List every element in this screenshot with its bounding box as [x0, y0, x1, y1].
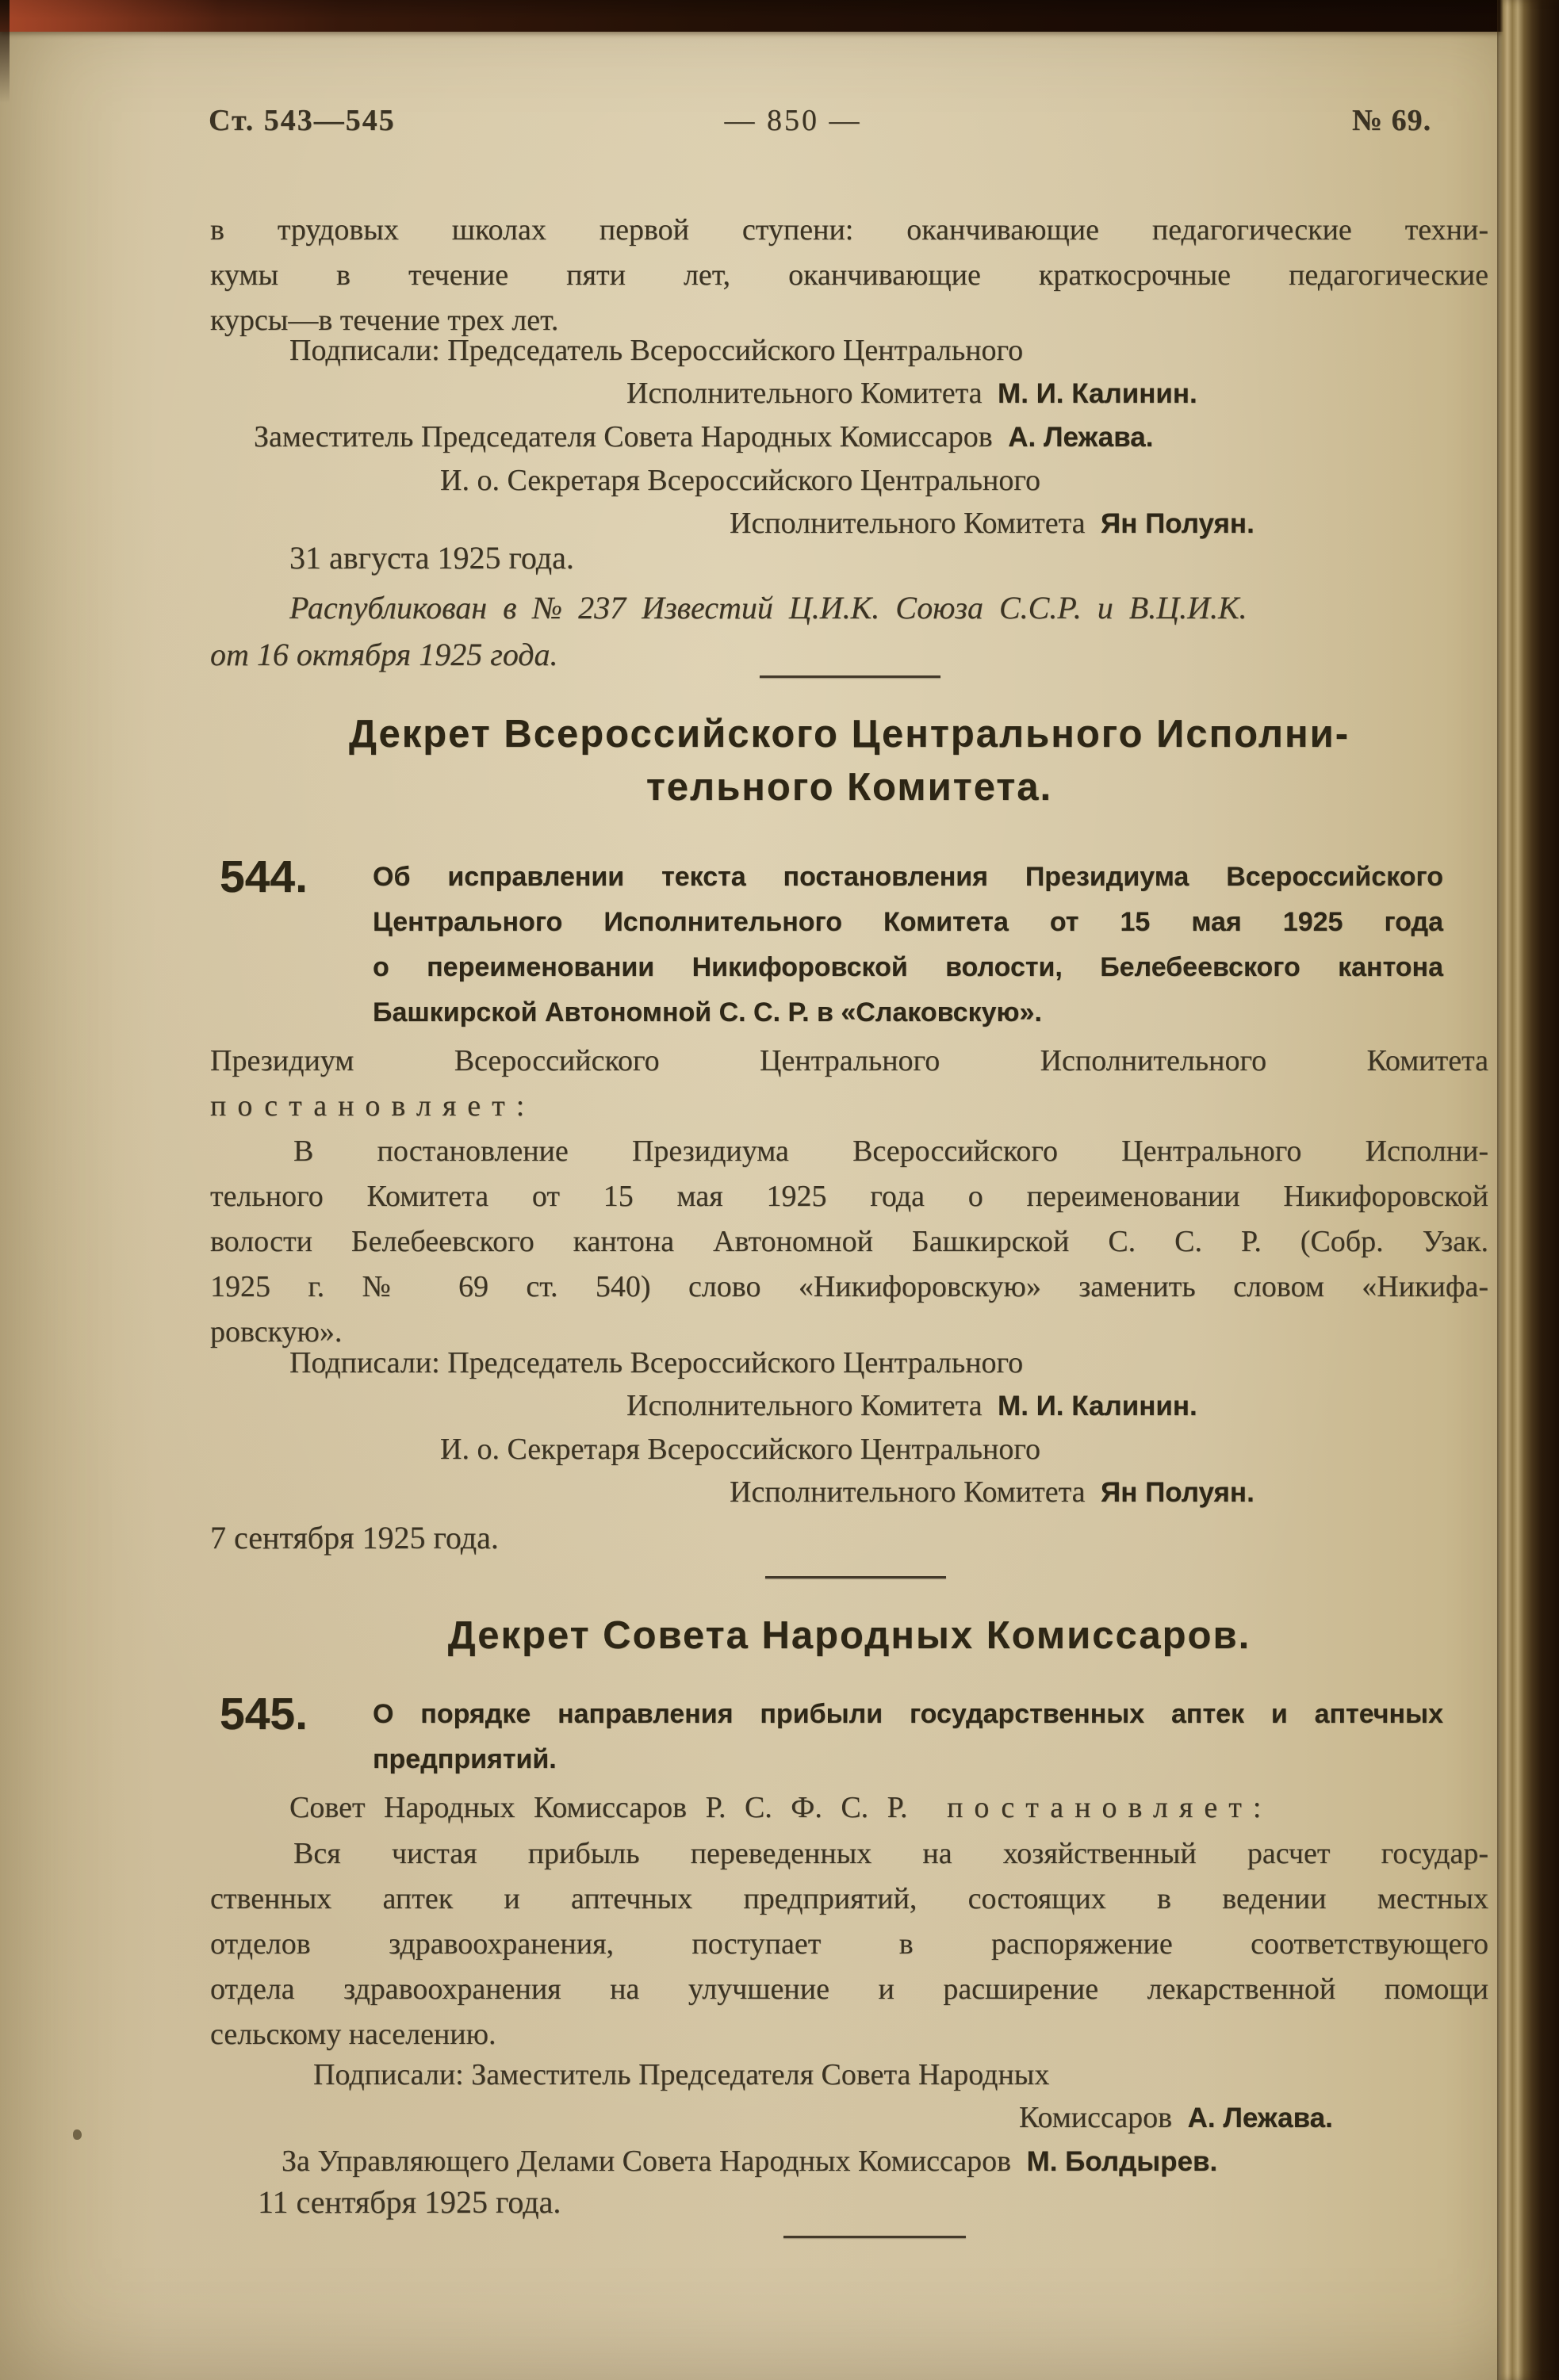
article-number: 544.: [220, 851, 308, 902]
signature-label: И. о. Секретаря Всероссийского Центрального: [440, 1433, 1040, 1466]
subject-line: Башкирской Автономной С. С. Р. в «Слаковскую».: [373, 997, 1042, 1027]
book-binding-right-edge: [1497, 0, 1559, 2380]
article-544-heading: [210, 851, 1488, 1035]
body-text-line: В постановление Президиума Всероссийского Центрального Исполни-: [293, 1135, 1488, 1168]
section-divider-rule: [765, 1576, 946, 1578]
publication-note-line: от 16 октября 1925 года.: [210, 637, 558, 672]
signature-label: Подписали: Заместитель Председателя Совета Народных: [313, 2058, 1050, 2091]
signature-label: Исполнительного Комитета: [730, 1475, 1086, 1509]
subject-line: предприятий.: [373, 1744, 557, 1774]
running-head: [0, 103, 1559, 143]
date-text: 11 сентября 1925 года.: [258, 2184, 561, 2220]
body-text-line: ственных аптек и аптечных предприятий, состоящих в ведении местных: [210, 1882, 1488, 1915]
body-text-line: 1925 г. № 69 ст. 540) слово «Никифоровскую» заменить словом «Никифа-: [210, 1270, 1488, 1303]
signatory-name: М. Болдырев.: [1026, 2146, 1218, 2177]
section-divider-rule: [783, 2236, 966, 2238]
article-544-preamble: [210, 1039, 1488, 1129]
body-text-line: отдела здравоохранения на улучшение и расширение лекарственной помощи: [210, 1972, 1488, 2006]
signature-line: [289, 329, 1488, 372]
signatory-name: А. Лежава.: [1008, 422, 1154, 453]
article-number: 545.: [220, 1689, 308, 1739]
signatory-name: М. И. Калинин.: [998, 1391, 1197, 1421]
section-divider-rule: [760, 675, 940, 678]
decree-title-line: тельного Комитета.: [645, 766, 1053, 809]
article-545-signatures: [210, 2053, 1488, 2183]
signature-label: Подписали: Председатель Всероссийского Центрального: [289, 1346, 1024, 1379]
preamble-line: Президиум Всероссийского Центрального Исполнительного Комитета: [210, 1044, 1488, 1077]
body-text-line: курсы—в течение трех лет.: [210, 304, 559, 337]
article-subject: [373, 855, 1443, 1035]
signatory-name: Ян Полуян.: [1101, 508, 1254, 539]
body-text-line: сельскому населению.: [210, 2018, 496, 2051]
running-head-articles-range: Ст. 543—545: [209, 104, 396, 137]
article-544-body: [210, 1129, 1488, 1355]
date-text: 7 сентября 1925 года.: [210, 1520, 499, 1555]
article-543-signatures: [210, 329, 1488, 545]
publication-note-line: Распубликован в № 237 Известий Ц.И.К. Союза С.С.Р. и В.Ц.И.К.: [289, 590, 1247, 626]
signature-line: [626, 1384, 1488, 1428]
running-head-page-number: — 850 —: [724, 104, 862, 137]
signature-line: [440, 459, 1488, 502]
body-text-line: кумы в течение пяти лет, оканчивающие краткосрочные педагогические: [210, 258, 1488, 292]
decree-vtsik-title: [210, 708, 1488, 814]
article-543-body: [210, 208, 1488, 343]
decree-title-line: Декрет Всероссийского Центрального Исполни-: [348, 713, 1350, 756]
book-binding-top-edge: [0, 0, 1559, 32]
decree-title-line: Декрет Совета Народных Комиссаров.: [447, 1614, 1251, 1657]
ink-speck: [73, 2129, 82, 2140]
signature-line: [440, 1428, 1488, 1471]
article-545-preamble: [210, 1785, 1488, 1831]
article-545-date: [210, 2183, 1488, 2221]
signature-line: [282, 2140, 1488, 2183]
signature-line: [289, 1341, 1488, 1384]
article-543-date: [210, 539, 1488, 576]
article-545-heading: [210, 1689, 1488, 1782]
signatory-name: Ян Полуян.: [1101, 1477, 1254, 1508]
signature-label: И. о. Секретаря Всероссийского Центрального: [440, 464, 1040, 497]
signature-line: [313, 2053, 1488, 2096]
article-543-publication-note: [210, 584, 1488, 678]
page-corner-shadow: [0, 0, 10, 103]
preamble-emphasis: постановляет:: [947, 1791, 1273, 1824]
body-text-line: волости Белебеевского кантона Автономной Башкирской С. С. Р. (Собр. Узак.: [210, 1225, 1488, 1258]
signature-label: Комиссаров: [1019, 2101, 1173, 2134]
body-text-line: в трудовых школах первой ступени: оканчивающие педагогические техни-: [210, 213, 1488, 247]
subject-line: о переименовании Никифоровской волости, Белебеевского кантона: [373, 952, 1443, 982]
running-head-issue-number: № 69.: [1352, 104, 1432, 137]
signature-line: [254, 415, 1488, 459]
body-text-line: Вся чистая прибыль переведенных на хозяйственный расчет государ-: [293, 1837, 1488, 1870]
body-text-line: ровскую».: [210, 1315, 343, 1349]
preamble-emphasis: постановляет:: [210, 1089, 536, 1123]
signature-label: Исполнительного Комитета: [626, 1389, 983, 1422]
preamble-line: [210, 1785, 1488, 1831]
subject-line: Центрального Исполнительного Комитета от 15 мая 1925 года: [373, 907, 1443, 937]
subject-line: Об исправлении текста постановления Президиума Всероссийского: [373, 862, 1443, 892]
preamble-text: Совет Народных Комиссаров Р. С. Ф. С. Р.: [289, 1791, 908, 1824]
signature-label: Заместитель Председателя Совета Народных Комиссаров: [254, 420, 993, 453]
signature-label: Исполнительного Комитета: [626, 377, 983, 410]
signature-label: За Управляющего Делами Совета Народных Комиссаров: [282, 2145, 1012, 2178]
signature-label: Исполнительного Комитета: [730, 507, 1086, 540]
article-545-body: [210, 1831, 1488, 2057]
date-text: 31 августа 1925 года.: [289, 540, 574, 576]
body-text-line: отделов здравоохранения, поступает в распоряжение соответствующего: [210, 1927, 1488, 1961]
article-subject: [373, 1692, 1443, 1782]
subject-line: О порядке направления прибыли государственных аптек и аптечных: [373, 1699, 1443, 1729]
signature-line: [626, 372, 1488, 415]
signature-line: [1019, 2096, 1488, 2140]
article-544-signatures: [210, 1341, 1488, 1514]
signatory-name: А. Лежава.: [1187, 2103, 1333, 2133]
article-544-date: [210, 1519, 1488, 1556]
signatory-name: М. И. Калинин.: [998, 378, 1197, 409]
body-text-line: тельного Комитета от 15 мая 1925 года о переименовании Никифоровской: [210, 1180, 1488, 1213]
decree-sovnarkom-title: [210, 1609, 1488, 1663]
signature-label: Подписали: Председатель Всероссийского Центрального: [289, 334, 1024, 367]
signature-line: [730, 1471, 1488, 1514]
